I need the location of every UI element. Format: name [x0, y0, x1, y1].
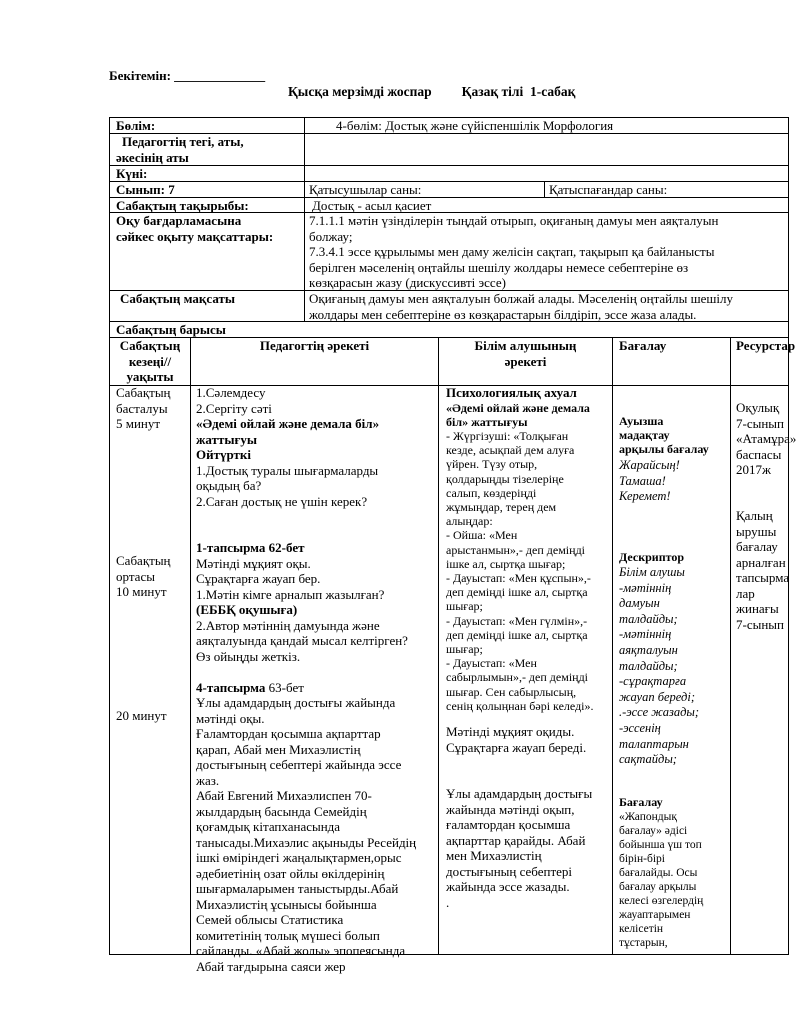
descriptor-line: -мәтіннің — [619, 627, 672, 642]
student-essay-line: ғаламтордан қосымша — [446, 817, 571, 832]
student-essay-line: ақпарттар қарайды. Абай — [446, 832, 586, 848]
student-essay-line: Ұлы адамдардың достығы — [446, 786, 593, 801]
oral-praise — [619, 458, 729, 505]
teacher-column-header: Педагогтің әрекеті — [259, 338, 370, 353]
section-label: Бөлім: — [116, 118, 156, 133]
descriptor-line: -эссенің — [619, 720, 661, 735]
student-activity-line: шығар. Сен сабырлысың, — [446, 684, 577, 699]
student-header-line: әрекеті — [504, 353, 547, 369]
teacher-activity-line: 2.Сергіту сәті — [196, 400, 272, 416]
praise-line: Жарайсың! — [619, 458, 680, 472]
grading-list — [619, 810, 729, 954]
student-reading-line: Мәтінді мұқият оқиды. — [446, 724, 575, 739]
student-essay-line: . — [446, 894, 450, 910]
teacher-activity-line: Михаэлистің ұсынысы бойынша — [196, 896, 377, 912]
teacher-activity-line — [196, 525, 437, 541]
stage-middle — [116, 553, 171, 600]
student-activity-line: шығар; — [446, 599, 483, 614]
teacher-activity-line: 1.Сәлемдесу — [196, 385, 266, 400]
teacher-activity-line: Өз ойыңды жеткіз. — [196, 648, 301, 664]
resources-column-header: Ресурстар — [736, 338, 796, 353]
resource-line: бағалау — [736, 539, 778, 554]
resources-textbook — [736, 400, 796, 478]
objectives-line: болжау; — [309, 228, 353, 244]
descriptor-line: жауап береді; — [619, 689, 696, 704]
student-activity-line: алыңдар: — [446, 514, 493, 529]
teacher-activity-line: оқыдың ба? — [196, 478, 262, 493]
subject-title: Қазақ тілі 1-сабақ — [461, 84, 576, 99]
student-activity-line: сабырлымын»,- деп деміңді — [446, 670, 589, 685]
student-activity-line: - Дауыстап: «Мен гүлмін»,- — [446, 613, 588, 628]
resource-line: 7-сынып — [736, 415, 784, 431]
objectives-label-1: Оқу бағдарламасына — [116, 213, 242, 228]
student-activity — [446, 385, 612, 715]
resource-line: «Атамұра» — [736, 431, 796, 446]
stage-time-20: 20 минут — [116, 708, 167, 723]
grading-line: жауаптарымен — [619, 909, 691, 921]
descriptor-list — [619, 565, 729, 768]
student-essay-line: мен Михаэлистің — [446, 848, 542, 863]
teacher-activity-line: Сұрақтарға жауап бер. — [196, 571, 321, 586]
student-activity-line: - Жүргізуші: «Толқыған — [446, 428, 569, 443]
goal-line: жолдары мен себептеріне өз көзқарастарын білдіріп, эссе жаза алады. — [309, 306, 697, 322]
teacher-name-label-1: Педагогтің тегі, аты, — [122, 134, 244, 149]
teacher-activity-line: шығармаларымен таныстырды.Абай — [196, 881, 399, 896]
objectives-line: 7.3.4.1 эссе құрылымы мен даму желісін сақтап, тақырып қа байланысты — [309, 244, 715, 259]
teacher-activity-line: Ойтүрткі — [196, 447, 252, 462]
assessment-column-header: Бағалау — [619, 338, 667, 353]
goal-label: Сабақтың мақсаты — [120, 291, 236, 306]
teacher-name-label-2: әкесінің аты — [116, 149, 189, 165]
absent-count-label: Қатыспағандар саны: — [549, 182, 668, 197]
resource-line: тапсырма — [736, 570, 790, 585]
grading-line: келесі өзгелердің — [619, 895, 704, 907]
teacher-activity-line: қарап, Абай мен Михаэлистің — [196, 741, 361, 757]
teacher-activity-line: 2.Саған достық не үшін керек? — [196, 493, 368, 509]
student-activity-line: - Дауыстап: «Мен құспын»,- — [446, 570, 591, 585]
grading-line: бағалайды. Осы — [619, 867, 698, 879]
grading-title: Бағалау — [619, 795, 663, 809]
praise-line: Керемет! — [619, 489, 671, 503]
student-activity-line: арыстанмын»,- деп деміңді — [446, 542, 586, 557]
oral-title-line: арқылы бағалау — [619, 442, 709, 457]
resource-line: 2017ж — [736, 462, 771, 477]
resources-assessment-book — [736, 508, 790, 632]
teacher-activity-line: мәтінді оқы. — [196, 710, 265, 726]
student-header-line: Білім алушының — [474, 338, 577, 353]
student-activity-line: қолдарыңды тізелеріңе — [446, 471, 564, 486]
descriptor-line: аяқталуын — [619, 642, 678, 657]
grading-line: бірін-бірі — [619, 853, 665, 865]
student-column-header — [439, 338, 612, 369]
student-activity-line: деп деміңді ішке ал, сыртқа — [446, 585, 588, 600]
teacher-activity-line: комитетінің толық мүшесі болып — [196, 927, 380, 943]
stage-start-line: 5 минут — [116, 416, 161, 431]
oral-title-line: мадақтау — [619, 428, 670, 443]
teacher-activity-line: жаз. — [196, 772, 220, 788]
teacher-activity-line — [196, 680, 437, 696]
present-count-label: Қатысушылар саны: — [309, 182, 422, 197]
teacher-activity-line: Абай тағдырына саяси жер — [196, 958, 346, 974]
teacher-activity-line — [196, 664, 437, 680]
task-4-page: 63-бет — [265, 679, 304, 695]
praise-line: Тамаша! — [619, 473, 666, 488]
goal-text — [309, 291, 768, 322]
date-label: Күні: — [116, 166, 148, 181]
oral-assessment-title — [619, 414, 729, 457]
stage-middle-line: Сабақтың — [116, 553, 171, 568]
teacher-activity-line: Ғаламтордан қосымша ақпарттар — [196, 726, 381, 741]
teacher-activity-line: 1-тапсырма 62-бет — [196, 540, 305, 555]
resource-line: 7-сынып — [736, 616, 784, 632]
resource-line: жинағы — [736, 601, 779, 616]
stage-header-line: уақыты — [126, 369, 174, 384]
student-activity-line: кезде, асықпай дем алуға — [446, 443, 575, 458]
teacher-activity-line: жаттығуы — [196, 431, 258, 447]
stage-header-line: Сабақтың — [119, 338, 181, 353]
descriptor-line: дамуын — [619, 596, 660, 611]
student-activity-line: біл» жаттығуы — [446, 414, 528, 429]
descriptor-line: талдайды; — [619, 611, 678, 626]
teacher-activity-line — [196, 509, 437, 525]
plan-title: Қысқа мерзімді жоспар — [288, 84, 432, 99]
student-activity-line: жұмыңдар, терең дем — [446, 499, 557, 514]
resource-line: Оқулық — [736, 400, 780, 415]
student-activity-line: сенің қолыңнан бәрі келеді». — [446, 698, 594, 713]
teacher-activity-line: 1.Достық туралы шығармаларды — [196, 462, 379, 478]
descriptor-title: Дескриптор — [619, 550, 685, 564]
grading-line: бағалау арқылы — [619, 881, 697, 893]
section-value: 4-бөлім: Достық және сүйіспеншілік Морфология — [336, 118, 614, 133]
student-reading-task — [446, 724, 612, 755]
descriptor-line: Білім алушы — [619, 565, 685, 579]
document-title — [288, 84, 575, 100]
descriptor-line: сақтайды; — [619, 752, 677, 767]
teacher-activity-line: әдебиетінің озат ойлы өкілдерінің — [196, 865, 385, 881]
grading-line: бағалау» әдісі — [619, 825, 688, 837]
stage-middle-line: ортасы — [116, 568, 155, 584]
descriptor-line: -сұрақтарға — [619, 674, 687, 689]
student-activity-line: салып, көздеріңді — [446, 485, 537, 500]
class-label: Сынып: 7 — [116, 182, 175, 197]
teacher-activity-line: танысады.Михаэлис ақыныды Ресейдің — [196, 834, 417, 850]
student-reading-line: Сұрақтарға жауап береді. — [446, 739, 587, 755]
student-activity-line: ішке ал, сыртқа шығар; — [446, 556, 566, 571]
teacher-activity-line: (ЕББҚ оқушыға) — [196, 602, 298, 617]
objectives-label-2: сәйкес оқыту мақсаттары: — [116, 229, 274, 244]
progress-label: Сабақтың барысы — [116, 322, 226, 337]
topic-value: Достық - асыл қасиет — [312, 197, 432, 213]
approval-line: Бекітемін: ______________ — [109, 68, 266, 83]
teacher-activity-line: «Әдемі ойлай және демала біл» — [196, 416, 380, 431]
student-essay-line: жайында мәтінді оқып, — [446, 801, 575, 817]
task-4-heading: 4-тапсырма — [196, 679, 266, 695]
stage-column-header — [111, 338, 189, 385]
objectives-line: берілген мәселенің оңтайлы шешілу жолдары немесе себептеріне өз — [309, 259, 689, 275]
student-activity-line: - Ойша: «Мен — [446, 528, 518, 543]
grading-line: тұстарын, — [619, 937, 668, 949]
objectives-line: 7.1.1.1 мәтін үзінділерін тыңдай отырып, оқиғаның дамуы мен аяқталуын — [309, 213, 719, 228]
topic-label: Сабақтың тақырыбы: — [116, 197, 249, 213]
descriptor-line: -мәтіннің — [619, 580, 672, 595]
student-activity-line: Психологиялық ахуал — [446, 385, 577, 400]
stage-start-line: Сабақтың — [116, 385, 171, 400]
teacher-activity-line: жылдардың басында Семейдің — [196, 803, 367, 819]
goal-line: Оқиғаның дамуы мен аяқталуын болжай алады. Мәселенің оңтайлы шешілу — [309, 291, 734, 306]
student-activity-line: деп деміңді ішке ал, сыртқа — [446, 627, 588, 642]
grading-line: «Жапондық — [619, 811, 677, 823]
descriptor-line: талдайды; — [619, 658, 678, 673]
teacher-activity-line: Семей облысы Статистика — [196, 912, 344, 927]
student-activity-line: «Әдемі ойлай және демала — [446, 400, 590, 415]
objectives-text — [309, 213, 768, 291]
teacher-activity-line: 1.Мәтін кімге арналып жазылған? — [196, 586, 385, 602]
student-activity-line: шығар; — [446, 641, 483, 656]
objectives-line: көзқарасын жазу (дискуссивті эссе) — [309, 275, 506, 290]
grading-line: келісетін — [619, 923, 664, 935]
descriptor-line: .-эссе жазады; — [619, 705, 700, 720]
stage-start-line: басталуы — [116, 400, 168, 416]
resource-line: ырушы — [736, 523, 777, 539]
stage-middle-line: 10 минут — [116, 584, 167, 599]
teacher-activity-line: Абай Евгений Михаэлиспен 70- — [196, 788, 372, 803]
resource-line: арналған — [736, 554, 786, 570]
teacher-activity-line: Мәтінді мұқият оқы. — [196, 555, 311, 571]
student-essay-task — [446, 786, 612, 910]
student-activity-line: - Дауыстап: «Мен — [446, 656, 537, 671]
stage-header-line: кезеңі// — [128, 353, 172, 369]
teacher-activity — [196, 385, 437, 974]
teacher-activity-line: сайланды. «Абай жолы» эпопеясында — [196, 943, 406, 958]
resource-line: баспасы — [736, 446, 782, 462]
student-essay-line: жайында эссе жазады. — [446, 879, 570, 894]
teacher-activity-line: аяқталуында қандай мысал келтірген? — [196, 633, 408, 648]
teacher-activity-line: ішкі өміріндегі жаңалықтармен,орыс — [196, 850, 402, 865]
teacher-activity-line: Ұлы адамдардың достығы жайында — [196, 695, 396, 710]
resource-line: Қалың — [736, 508, 773, 523]
grading-line: бойынша үш топ — [619, 839, 702, 851]
descriptor-line: талаптарын — [619, 736, 689, 751]
student-activity-line: үйрен. Түзу отыр, — [446, 457, 538, 472]
stage-start — [116, 385, 171, 432]
resource-line: лар — [736, 585, 755, 601]
teacher-activity-line: 2.Автор мәтіннің дамуында және — [196, 617, 380, 633]
oral-title-line: Ауызша — [619, 414, 664, 428]
student-essay-line: достығының себептері — [446, 863, 573, 879]
teacher-activity-line: қоғамдық кітапханасында — [196, 819, 341, 834]
teacher-activity-line: достығының себептері жайында эссе — [196, 757, 402, 772]
